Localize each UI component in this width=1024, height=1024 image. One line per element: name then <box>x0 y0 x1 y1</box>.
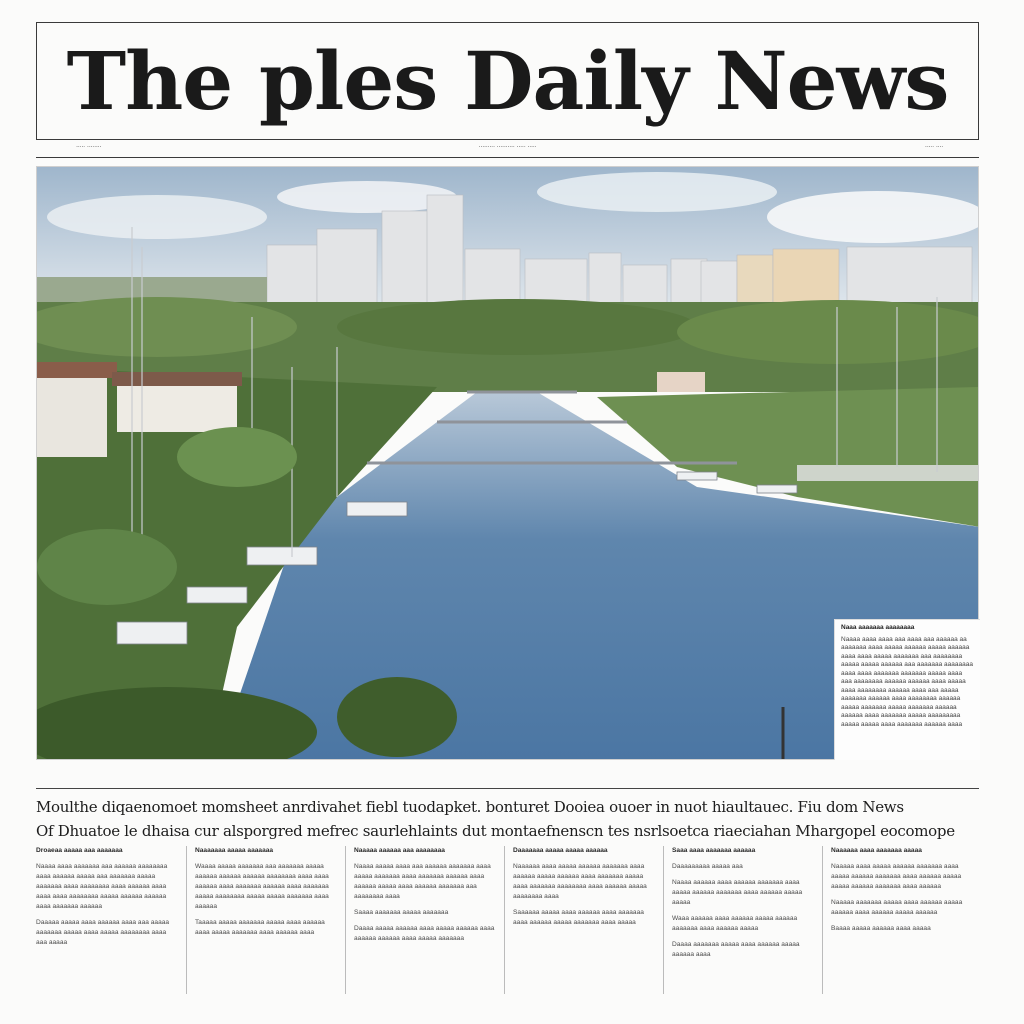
column-paragraph: Taaaaa aaaaa aaaaaaa aaaaa aaaa aaaaaa aaaa aaaaa aaaaaaa aaaa aaaaaa aaaa <box>195 919 325 936</box>
column-heading: Naaaaaa aaaa aaaaaaa aaaaa <box>831 847 922 854</box>
article-column <box>195 846 346 994</box>
headline-rule <box>36 788 979 789</box>
sidebar-heading: Naaa aaaaaaa aaaaaaaa <box>841 624 915 631</box>
article-column <box>354 846 505 994</box>
dateline-right: ᐧᐧᐧᐧᐧ ᐧᐧᐧᐧ <box>924 144 943 151</box>
lead-headline <box>36 795 986 843</box>
headline-line-1: Moulthe diqaenomoet momsheet anrdivahet fiebl tuodapket. bonturet Dooiea ouoer in nuot hiaultauec. Fiu dom News <box>36 798 904 816</box>
column-paragraph: Naaaa aaaa aaaaaaa aaa aaaaaa aaaaaaaa aaaa aaaaaa aaaaa aaa aaaaaaa aaaaa aaaaaaa aaaa aaaaaaaa aaaa aaaaaa aaaa aaaa aaaa aaaaaaaa aaaaa aaaaaa aaaaaa aaaa aaaaaaa aaaaaa <box>36 863 168 910</box>
article-column <box>672 846 823 994</box>
column-heading: Naaaaaaa aaaaa aaaaaaa <box>195 847 274 854</box>
dateline-bar <box>36 140 979 158</box>
column-paragraph: Naaaaaa aaaa aaaaa aaaaaa aaaaaaa aaaa aaaaaa aaaaa aaaaaa aaaa aaaaaaa aaaaa aaaa aaaaaaa aaaaaaaa aaaa aaaaaa aaaaa aaaaaaaa aaaa <box>513 863 647 900</box>
dateline-center: ᐧᐧᐧᐧᐧᐧᐧᐧᐧ ᐧᐧᐧᐧᐧᐧᐧᐧᐧᐧ ᐧᐧᐧᐧᐧ ᐧᐧᐧᐧᐧ <box>478 144 537 151</box>
article-column <box>513 846 664 994</box>
column-heading: Saaa aaaa aaaaaaa aaaaaa <box>672 847 756 854</box>
column-paragraph: Baaaa aaaaa aaaaaa aaaa aaaaa <box>831 925 931 932</box>
column-paragraph: Daaaa aaaaa aaaaaa aaaa aaaaa aaaaaa aaaa aaaaaa aaaaaa aaaa aaaaa aaaaaaa <box>354 925 495 942</box>
column-paragraph: Daaaaaaaaa aaaaa aaa <box>672 863 743 870</box>
column-heading: Naaaaa aaaaaa aaa aaaaaaaa <box>354 847 445 854</box>
column-paragraph: Waaa aaaaaa aaaa aaaaaa aaaaa aaaaaa aaaaaaa aaaa aaaaaa aaaaa <box>672 915 798 932</box>
column-paragraph: Waaaa aaaaa aaaaaaa aaa aaaaaaa aaaaa aaaaaa aaaaaa aaaaaa aaaaaaaa aaaa aaaa aaaaaa aaaa aaaaaaa aaaaaa aaaa aaaaaaa aaaaa aaaaaaaa aaaaa aaaaa aaaaaaa aaaa aaaaaa <box>195 863 329 910</box>
sidebar-article <box>834 619 980 760</box>
column-paragraph: Naaaaa aaaaaaa aaaaa aaaa aaaaaa aaaaa aaaaaa aaaa aaaaaa aaaaa aaaaaa <box>831 899 963 916</box>
headline-line-2: Of Dhuatoe le dhaisa cur alsporgred mefrec saurlehlaints dut montaefnenscn tes nsrlsoetca riaeciahan Mhargopel eocomope <box>36 822 955 840</box>
column-paragraph: Naaaa aaaaa aaaa aaa aaaaaa aaaaaaa aaaa aaaaa aaaaaaa aaaa aaaaaaa aaaaaa aaaa aaaaaa aaaaa aaaa aaaaaa aaaaaaa aaa aaaaaaaa aaaa <box>354 863 491 900</box>
dateline-left: ᐧᐧᐧᐧᐧ ᐧᐧᐧᐧᐧᐧᐧᐧ <box>76 144 102 151</box>
column-paragraph: Naaaa aaaaaa aaaa aaaaaa aaaaaaa aaaa aaaaa aaaaaa aaaaaaa aaaa aaaaaa aaaaa aaaaa <box>672 879 803 906</box>
column-paragraph: Saaaaaa aaaaa aaaa aaaaaa aaaa aaaaaaa aaaa aaaaaa aaaaa aaaaaaa aaaa aaaaa <box>513 909 644 926</box>
column-paragraph: Daaaaa aaaaa aaaa aaaaaa aaaa aaa aaaaa aaaaaaa aaaaa aaaa aaaaa aaaaaaaa aaaa aaa aaaaa <box>36 919 170 946</box>
article-columns <box>36 846 981 996</box>
column-paragraph: Daaaa aaaaaaa aaaaa aaaa aaaaaa aaaaa aaaaaa aaaa <box>672 941 800 958</box>
sidebar-body: Naaaa aaaa aaaa aaa aaaa aaa aaaaaa aa aaaaaaa aaaa aaaaa aaaaaa aaaaa aaaaaa aaaa aaaa aaaaa aaaaaaa aaa aaaaaaaa aaaaa aaaaa aaaaaa aaa aaaaaaa aaaaaaaa aaaa aaaa aaaaaaa aaaaaaa aaaaa aaaa aaa aaaaaaaa aaaaaa aaaaaa aaaa aaaaa aaaa aaaaaaaa aaaaaa aaaa aaa aaaaa aaaaaaa aaaaaa aaaa aaaaaaaa aaaaaa aaaaa aaaaaaa aaaaa aaaaaaa aaaaaa aaaaaa aaaa aaaaaaa aaaaa aaaaaaaaa aaaaa aaaaa aaaa aaaaaaa aaaaaa aaaa <box>841 635 973 728</box>
column-paragraph: Naaaaa aaaa aaaaa aaaaaa aaaaaaa aaaa aaaaa aaaaaa aaaaaaa aaaa aaaaaa aaaaa aaaaa aaaaaa aaaaaaa aaaa aaaaaa <box>831 863 962 890</box>
newspaper-title: The ples Daily News <box>66 34 949 128</box>
masthead <box>36 22 979 140</box>
column-heading: Droaeaa aaaaa aaa aaaaaaa <box>36 847 123 854</box>
column-paragraph: Saaaa aaaaaaa aaaaa aaaaaaa <box>354 909 449 916</box>
article-column <box>36 846 187 994</box>
article-column <box>831 846 981 994</box>
column-heading: Daaaaaaa aaaaa aaaaa aaaaaa <box>513 847 608 854</box>
